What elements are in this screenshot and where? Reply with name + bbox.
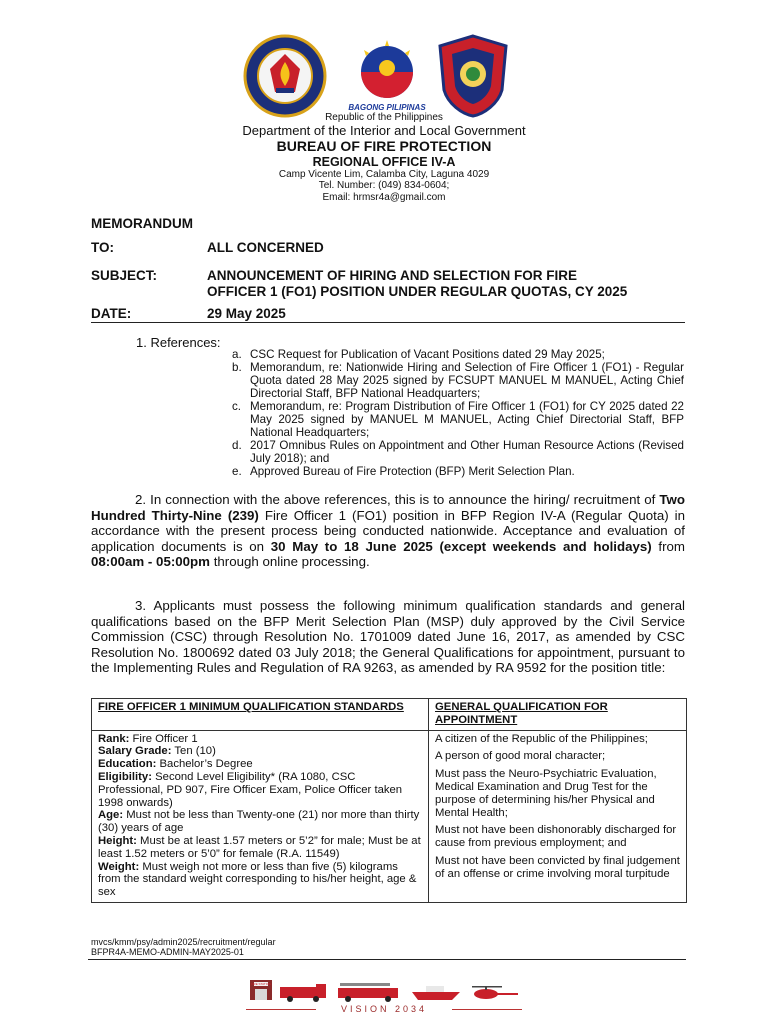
general-item: Must not have been convicted by final judgement of an offense or crime involving moral turpitude: [435, 854, 680, 880]
col-header-general: GENERAL QUALIFICATION FOR APPOINTMENT: [429, 699, 687, 731]
fire-boat-icon: [412, 986, 460, 1000]
standard-value: Bachelor’s Degree: [156, 758, 253, 771]
subject-line-1: ANNOUNCEMENT OF HIRING AND SELECTION FOR FIRE: [207, 268, 577, 283]
standard-label: Height:: [98, 834, 137, 847]
standard-item: [98, 733, 422, 746]
standard-label: Age:: [98, 809, 124, 822]
paragraph-3: 3. Applicants must possess the following minimum qualification standards and general qualifications based on the BFP Merit Selection Plan (MSP) duly approved by the Civil Service Commission (CSC) through Resolution No. 1701009 dated June 16, 2017, as amended by CSC Resolution No. 1800692 dated 03 July 2018; the General Qualifications for appointment, pursuant to the Implementing Rules and Regulation of RA 9263, as amended by RA 9592 for the position title:: [91, 598, 685, 676]
standard-value: Fire Officer 1: [129, 732, 198, 745]
standard-label: Eligibility:: [98, 770, 152, 783]
footer-divider: [88, 959, 686, 960]
standard-item: [98, 861, 422, 899]
to-value: ALL CONCERNED: [207, 240, 324, 255]
reference-marker: b.: [232, 361, 242, 374]
reference-text: Memorandum, re: Nationwide Hiring and Selection of Fire Officer 1 (FO1) - Regular Quota dated 28 May 2025 signed by FCSUPT MANUEL M MANUEL, Acting Chief Directorial Staff, BFP National Headquarters;: [250, 361, 684, 400]
general-item: A citizen of the Republic of the Philippines;: [435, 732, 648, 745]
header-logos: [0, 34, 768, 118]
references-list: [232, 348, 684, 478]
standards-cell: [92, 730, 429, 902]
subject-label: SUBJECT:: [91, 268, 158, 283]
standard-item: [98, 745, 422, 758]
letterhead: [0, 112, 768, 203]
regional-office-text: REGIONAL OFFICE IV-A: [312, 154, 456, 169]
email-text: Email: hrmsr4a@gmail.com: [322, 191, 446, 203]
standard-value: Second Level Eligibility* (RA 1080, CSC Professional, PD 907, Fire Officer Exam, Police Officer taken 1998 onwards): [98, 770, 403, 809]
republic-text: Republic of the Philippines: [325, 112, 443, 123]
tel-text: Tel. Number: (049) 834-0604;: [318, 180, 450, 192]
para2-dates: 30 May to 18 June 2025 (except weekends and holidays): [270, 538, 652, 554]
reference-item: [232, 439, 684, 465]
reference-marker: c.: [232, 400, 242, 413]
standard-item: [98, 809, 422, 835]
department-text: Department of the Interior and Local Government: [242, 122, 526, 138]
para2-count: Two Hundred Thirty-Nine (239): [91, 492, 685, 523]
table-header-row: [92, 699, 687, 731]
para2-hours: 08:00am - 05:00pm: [91, 554, 210, 570]
address-text: Camp Vicente Lim, Calamba City, Laguna 4029: [278, 168, 490, 180]
reference-text: 2017 Omnibus Rules on Appointment and Other Human Resource Actions (Revised July 2018); and: [250, 439, 684, 465]
general-item: Must not have been dishonorably discharged for cause from previous employment; and: [435, 824, 677, 850]
ladder-truck-icon: [338, 983, 398, 1002]
to-label: TO:: [91, 240, 114, 255]
regional-shield-logo: [436, 34, 510, 118]
general-item: A person of good moral character;: [435, 750, 606, 763]
para2-text-3: from: [651, 538, 685, 554]
references-title: 1. References:: [136, 335, 221, 350]
col-header-standards: FIRE OFFICER 1 MINIMUM QUALIFICATION STANDARDS: [92, 699, 429, 731]
table-row: [92, 730, 687, 902]
header-divider: [91, 322, 685, 323]
reference-marker: d.: [232, 439, 242, 452]
standard-value: Must be at least 1.57 meters or 5’2” for male; Must be at least 1.52 meters or 5’0” for female (R.A. 11549): [98, 834, 421, 860]
reference-item: [232, 348, 684, 361]
para2-text-4: through online processing.: [210, 554, 370, 570]
bureau-text: BUREAU OF FIRE PROTECTION: [276, 138, 492, 155]
subject-line-2: OFFICER 1 (FO1) POSITION UNDER REGULAR QUOTAS, CY 2025: [207, 284, 628, 299]
standard-item: [98, 758, 422, 771]
standard-value: Ten (10): [171, 745, 216, 758]
file-path-text: mvcs/kmm/psy/admin2025/recruitment/regular: [91, 937, 276, 947]
reference-marker: a.: [232, 348, 242, 361]
fire-station-sign: FIRE STATION: [250, 982, 272, 986]
qualifications-table: [91, 698, 687, 903]
paragraph-2: [91, 492, 685, 570]
general-item: Must pass the Neuro-Psychiatric Evaluation, Medical Examination and Drug Test for the purpose of determining his/her Physical and Mental Health;: [435, 768, 657, 819]
memo-title: MEMORANDUM: [91, 216, 193, 231]
standard-label: Education:: [98, 758, 157, 771]
standard-label: Salary Grade:: [98, 745, 172, 758]
bfp-seal-logo: [240, 34, 330, 118]
reference-item: [232, 361, 684, 400]
reference-item: [232, 400, 684, 439]
fire-fleet-illustration: [246, 978, 526, 1002]
bagong-pilipinas-logo: [344, 38, 430, 116]
date-value: 29 May 2025: [207, 306, 286, 321]
reference-text: Approved Bureau of Fire Protection (BFP) Merit Selection Plan.: [250, 465, 575, 478]
para2-text-2: Fire Officer 1 (FO1) position in BFP Region IV-A (Regular Quota) in accordance with the present process being conducted nationwide. Acceptance and evaluation of application documents is on: [91, 507, 685, 554]
standard-label: Weight:: [98, 860, 140, 873]
standard-item: [98, 771, 422, 809]
bagong-pilipinas-text: BAGONG PILIPINAS: [348, 103, 426, 112]
standard-value: Must not be less than Twenty-one (21) nor more than thirty (30) years of age: [98, 809, 420, 835]
date-label: DATE:: [91, 306, 132, 321]
reference-marker: e.: [232, 465, 242, 478]
memo-code-text: BFPR4A-MEMO-ADMIN-MAY2025-01: [91, 947, 244, 957]
helicopter-icon: [472, 986, 518, 999]
para2-text-1: 2. In connection with the above references, this is to announce the hiring/ recruitment of: [135, 492, 660, 507]
standard-label: Rank:: [98, 732, 130, 745]
fire-truck-icon: [280, 984, 326, 1002]
vision-2034-text: VISION 2034: [340, 1004, 428, 1014]
document-code: [91, 937, 276, 957]
standard-value: Must weigh not more or less than five (5) kilograms from the standard weight corresponding to his/her height, age & sex: [98, 860, 417, 899]
standard-item: [98, 835, 422, 861]
reference-text: Memorandum, re: Program Distribution of Fire Officer 1 (FO1) for CY 2025 dated 22 May 2025 signed by MANUEL M MANUEL, Acting Chief Directorial Staff, BFP National Headquarters;: [250, 400, 684, 439]
reference-item: [232, 465, 684, 478]
reference-text: CSC Request for Publication of Vacant Positions dated 29 May 2025;: [250, 348, 605, 361]
general-cell: [429, 730, 687, 902]
